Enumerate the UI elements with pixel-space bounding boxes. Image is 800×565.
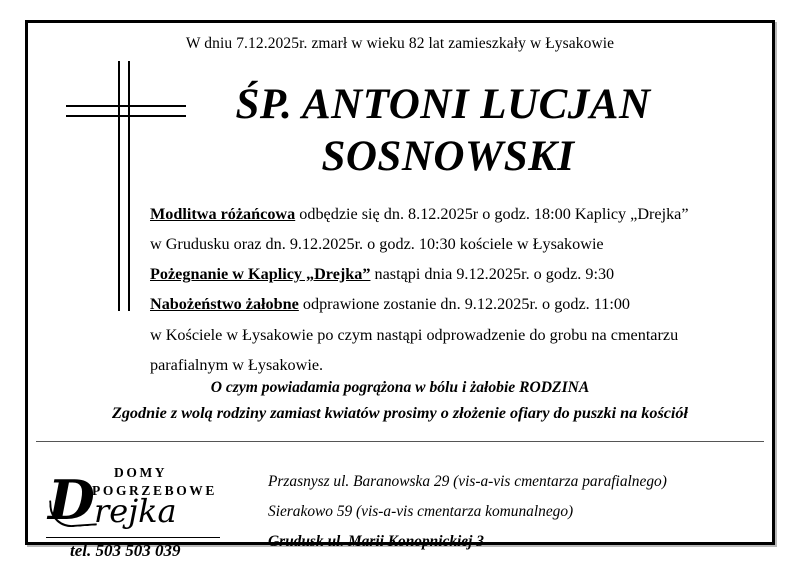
service-continuation-2: parafialnym w Łysakowie.	[150, 355, 324, 374]
footer	[28, 447, 772, 560]
deceased-name-block	[128, 79, 758, 184]
phone-number: tel. 503 503 039	[70, 541, 181, 560]
logo-line-pogrzebowe: POGRZEBOWE	[92, 483, 218, 498]
farewell-label: Pożegnanie w Kaplicy „Drejka”	[150, 265, 371, 284]
detail-row-service	[150, 289, 748, 319]
address-line-grudusk: Grudusk ul. Marii Konopnickiej 3	[268, 533, 484, 551]
funeral-notice-frame	[25, 20, 775, 560]
logo-line-domy: DOMY	[114, 465, 168, 480]
address-line-sierakowo: Sierakowo 59 (vis-a-vis cmentarza komunalnego)	[268, 503, 574, 521]
service-text: odprawione zostanie dn. 9.12.2025r. o godz. 11:00	[298, 295, 631, 314]
funeral-home-logo	[46, 459, 246, 560]
footer-divider	[36, 441, 764, 442]
rosary-text: odbędzie się dn. 8.12.2025r o godz. 18:00 Kaplicy „Drejka”	[295, 205, 689, 223]
detail-row-farewell	[150, 259, 748, 289]
ceremony-details	[150, 199, 748, 380]
logo-brand-name: rejka	[94, 492, 177, 530]
deceased-name-line-1: ŚP. ANTONI LUCJAN	[235, 81, 651, 128]
closing-line-donation: Zgodnie z wolą rodziny zamiast kwiatów prosimy o złożenie ofiary do puszki na kościół	[111, 404, 689, 423]
closing-block	[48, 375, 752, 426]
service-continuation-1: w Kościele w Łysakowie po czym nastąpi odprowadzenie do grobu na cmentarzu	[150, 325, 679, 344]
detail-row-rosary	[150, 199, 748, 229]
rosary-label: Modlitwa różańcowa	[150, 205, 296, 223]
logo-ornate-d-initial: D	[48, 468, 95, 532]
address-line-przasnysz: Przasnysz ul. Baranowska 29 (vis-a-vis cmentarza parafialnego)	[268, 473, 667, 490]
rosary-continuation: w Grudusku oraz dn. 9.12.2025r. o godz. 10:30 kościele w Łysakowie	[150, 235, 604, 254]
deceased-name-line-2: SOSNOWSKI	[321, 133, 575, 181]
farewell-text: nastąpi dnia 9.12.2025r. o godz. 9:30	[370, 265, 615, 284]
address-list	[268, 467, 762, 557]
intro-line: W dniu 7.12.2025r. zmarł w wieku 82 lat zamieszkały w Łysakowie	[185, 35, 615, 52]
logo-rule	[46, 537, 220, 538]
closing-line-family: O czym powiadamia pogrążona w bólu i żałobie RODZINA	[210, 379, 590, 396]
detail-row-service-cont-1	[150, 320, 748, 350]
notice-inner	[28, 23, 772, 560]
detail-row-rosary-cont	[150, 229, 748, 259]
service-label: Nabożeństwo żałobne	[150, 295, 299, 314]
cross-vertical-left	[118, 61, 120, 311]
